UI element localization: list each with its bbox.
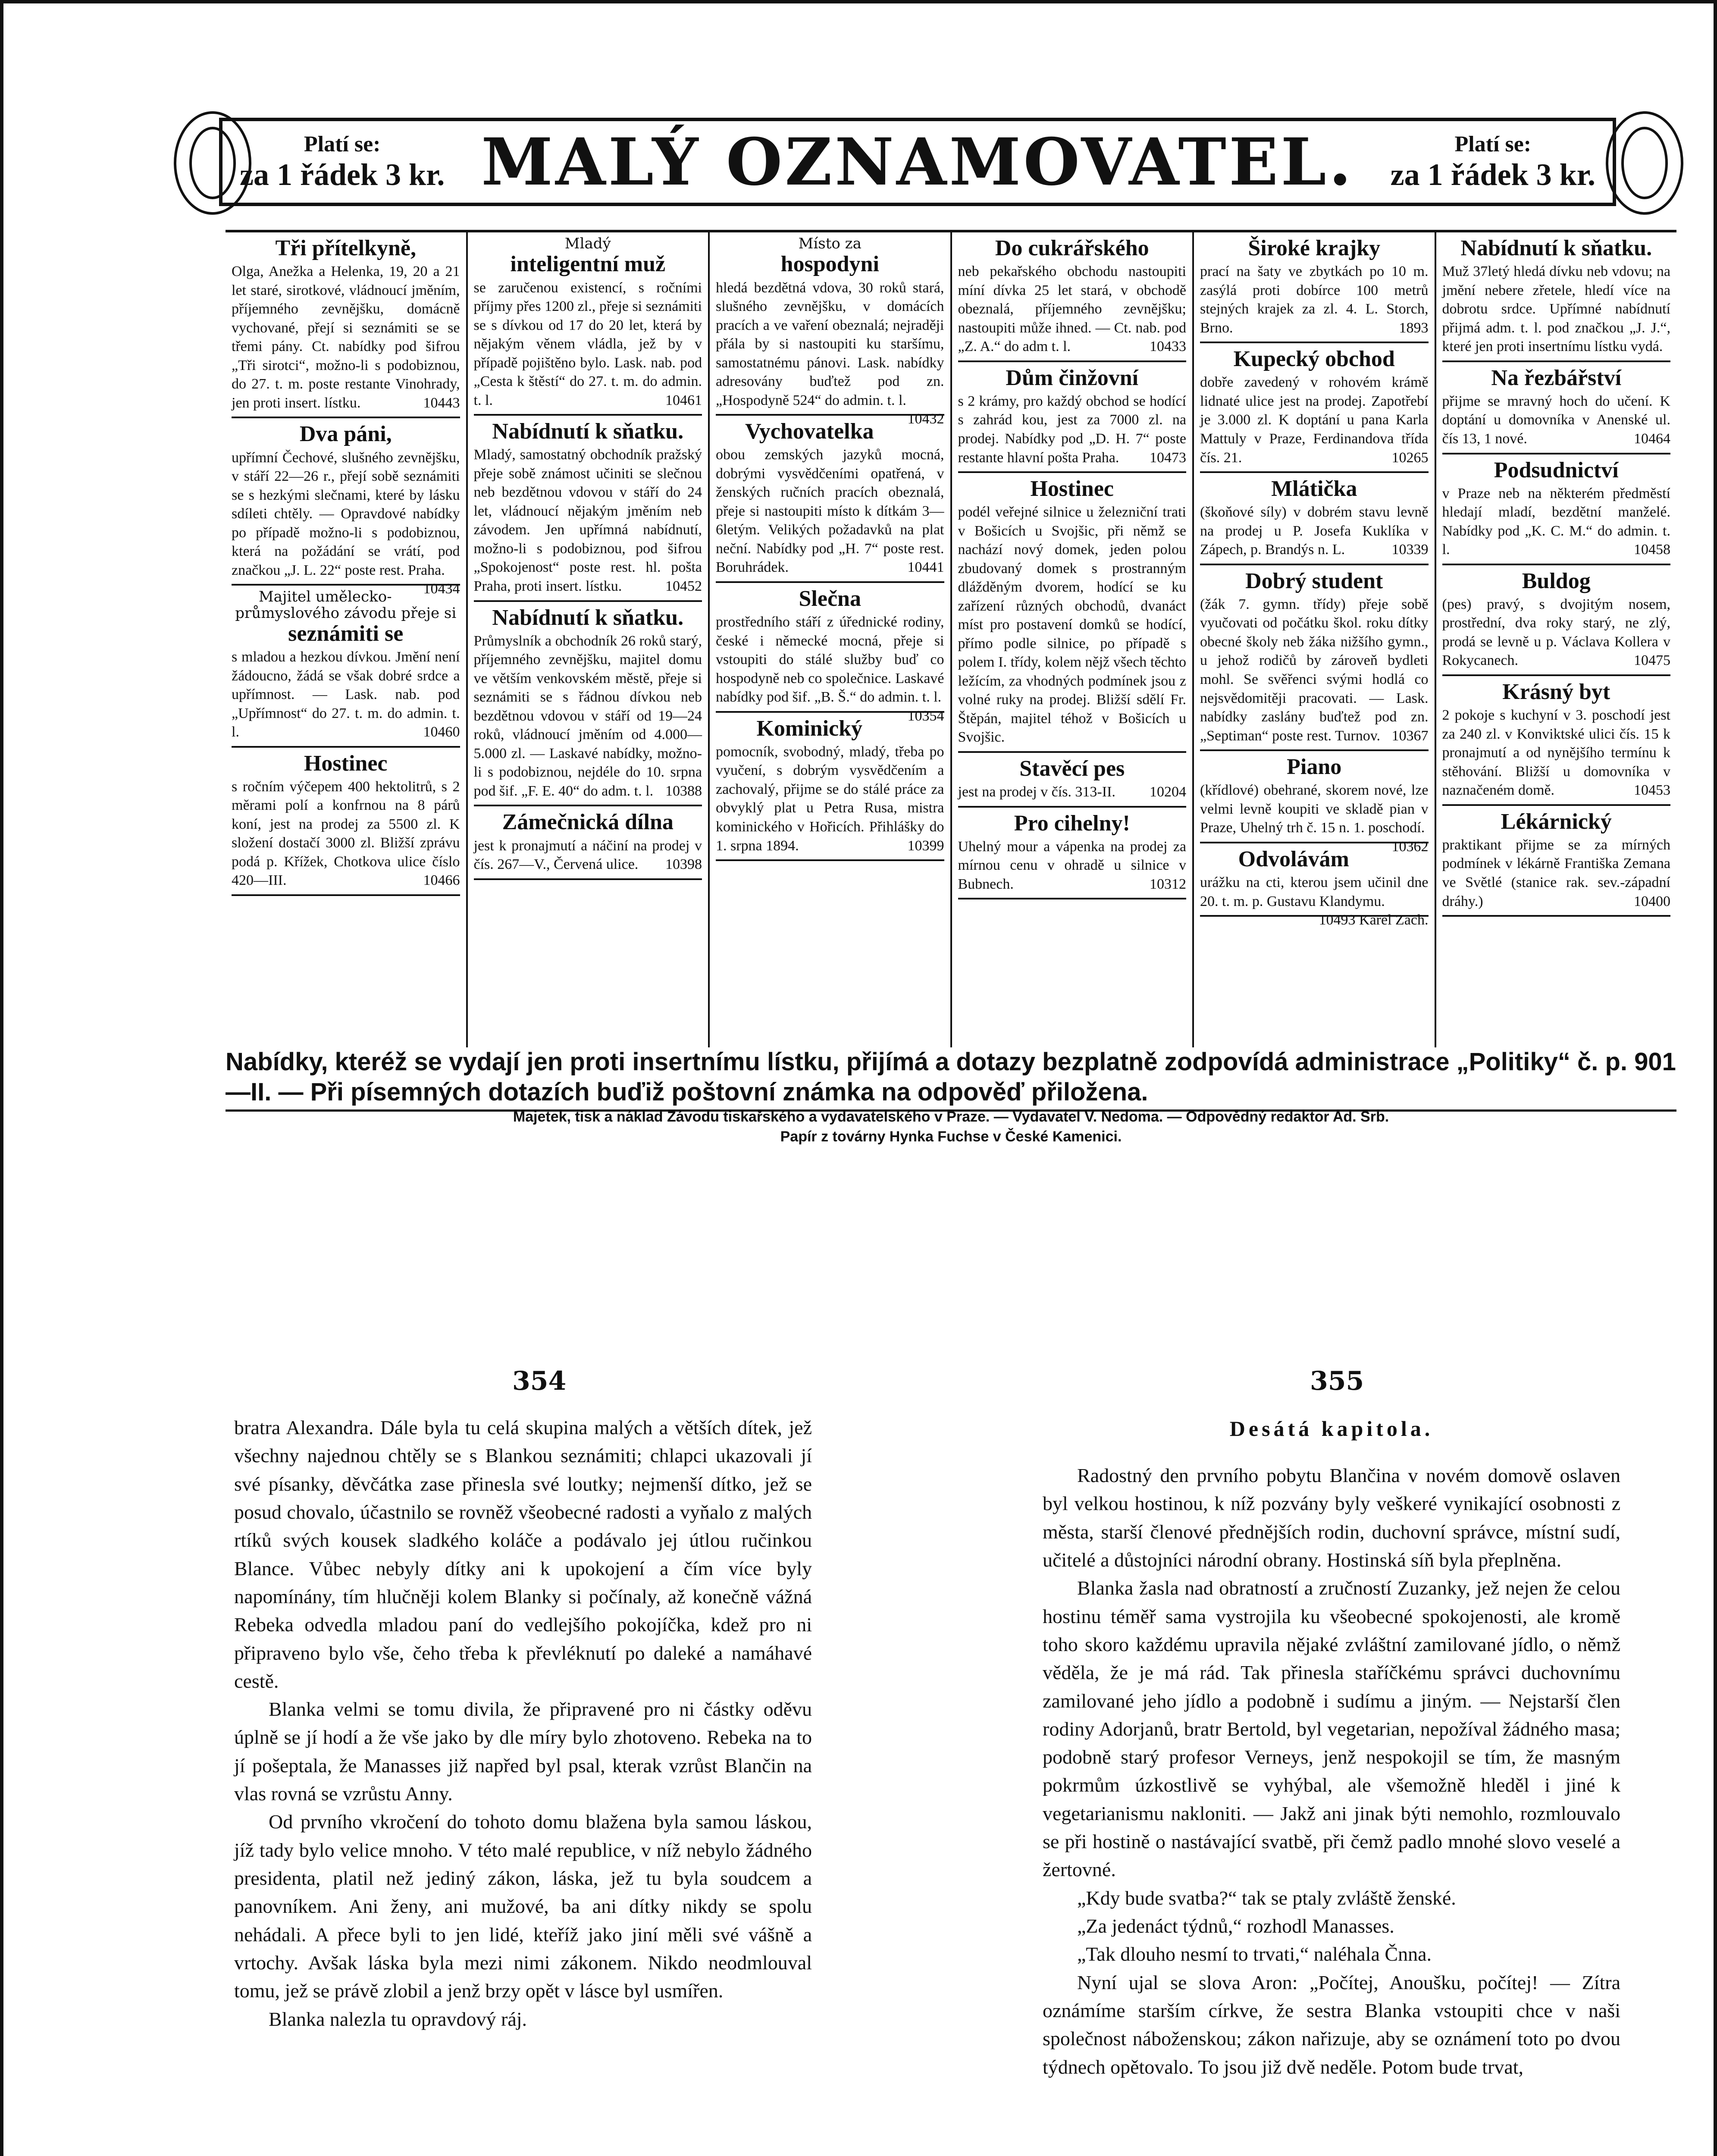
- book-paragraph: Blanka žasla nad obratností a zručností Zuzanky, jež nejen že celou hostinu téměř sama vystrojila ku všeobecné spokojenosti, ale kromě toho skoro každému upravila nějaké zvláštní zamilované jídlo, o němž věděla, že je má rád. Tak přinesla staříčkému správci duchovnímu zamilované jeho jídlo a podobně i sudímu a jiným. — Nejstarší člen rodiny Adorjanů, bratr Bertold, byl vegetarian, nepožíval žádného masa; podobně starý profesor Verneys, jenž nespokojil se tím, že masným pokrmům úzkostlivě se vyhýbal, ale všemožně hleděl i jiné k vegetarianismu nakloniti. — Jakž ani jinak býti nemohlo, rozmlouvalo se při hostině o nastávající svatbě, při čemž padlo mnohé slovo veselé a žertovné.: [1043, 1577, 1620, 1881]
- book-paragraph: bratra Alexandra. Dále byla tu celá skupina malých a větších dítek, jež všechny najednou chtěly se s Blankou seznámiti; chlapci ukazovali jí své písanky, děvčátka zase přinesla své loutky; nejmenší dítko, jež se posud chovalo, účastnilo se rovněž všeobecné radosti a vyňalo z malých rtíků svých kousek sladkého koláče a podávalo jej útlou ručinkou Blance. Vůbec nebyly dítky ani k upokojení a čím více byly napomínány, tím hlučněji kolem Blanky si počínaly, až konečně vážná Rebeka odvedla mladou paní do vedlejšího pokojíčka, kdež pro ni připraveno bylo vše, čeho třeba k převléknutí po daleké a namáhavé cestě.: [234, 1416, 812, 1692]
- ad-number: 10265: [1391, 449, 1429, 466]
- right-book-paragraphs: [1043, 1461, 1620, 2081]
- ad-heading: Odvolávám: [1238, 846, 1349, 871]
- ad-preheading: Majitel umělecko-průmyslového závodu přeje si: [235, 588, 457, 622]
- ad-heading: Široké krajky: [1248, 236, 1381, 260]
- classified-ad: [958, 362, 1187, 473]
- imprint-line-2: Papír z továrny Hynka Fuchse v České Kamenici.: [780, 1128, 1122, 1145]
- ad-text: dobře zavedený v rohovém krámě lidnaté ulice jest na prodej. Zapotřebí je 3.000 zl. K doptání u pana Karla Mattuly v Praze, Ferdinandova třída čís. 21.: [1200, 374, 1429, 466]
- ad-number: 10443: [423, 395, 460, 411]
- classified-ad: [1200, 232, 1429, 343]
- masthead-price-left: [240, 132, 445, 193]
- ad-heading: Lékárnický: [1501, 809, 1612, 834]
- ad-number: 1893: [1399, 320, 1429, 336]
- masthead-left-line1: Platí se:: [304, 132, 381, 157]
- ad-text: praktikant přijme se za mírných podmínek v lékárně Františka Zemana ve Světlé (stanice rak. sev.-západní dráhy.): [1442, 837, 1670, 909]
- ad-heading: inteligentní muž: [510, 252, 666, 277]
- book-paragraph: Radostný den prvního pobytu Blančina v novém domově oslaven byl velkou hostinou, k níž pozvány byly veškeré vynikající osobnosti z města, starší členové přednějších rodin, duchovní správce, místní sudí, učitelé a důstojníci národní obrany. Hostinská síň byla přeplněna.: [1043, 1464, 1620, 1571]
- ad-body: [1200, 262, 1429, 337]
- ad-text: (škoňové síly) v dobrém stavu levně na prodej u P. Josefa Kuklíka v Zápech, p. Brandýs n. L.: [1200, 504, 1429, 558]
- classified-ads-grid: [226, 230, 1676, 1047]
- ad-number: 10398: [665, 856, 702, 873]
- ad-number: 10432: [907, 411, 944, 427]
- ad-body: [958, 392, 1187, 467]
- classified-ad: [958, 808, 1187, 900]
- ad-body: [1442, 392, 1671, 448]
- ad-number: 10400: [1634, 893, 1670, 909]
- ad-heading: seznámiti se: [288, 621, 404, 646]
- ad-text: obou zemských jazyků mocná, dobrými vysvědčeními opatřená, v ženských ručních pracích obeznalá, přeje si nastoupiti místo k dítkám 3—6letým. Velikých požadavků na plat neční. Nabídky pod „H. 7“ poste rest. Boruhrádek.: [716, 447, 944, 576]
- ad-heading: Kupecký obchod: [1233, 347, 1395, 372]
- classified-ad: [958, 753, 1187, 808]
- ad-number: 10399: [907, 837, 944, 854]
- ad-number: 10493 Karel Zach.: [1319, 912, 1429, 928]
- classified-ad: [1200, 343, 1429, 473]
- left-book-page-text: [234, 1413, 812, 2033]
- book-paragraph: Nyní ujal se slova Aron: „Počítej, Anoušku, počítej! — Zítra oznámíme starším církve, že sestra Blanka vstoupiti chce v naši společnost náboženskou; zákon nařizuje, aby se oznámení toto po dvou týdnech opětovalo. To jsou již dvě neděle. Potom bude trvat,: [1043, 1971, 1620, 2078]
- ad-body: [958, 503, 1187, 747]
- ad-text: Uhelný mour a vápenka na prodej za mírnou cenu v ohradě u silnice v Bubnech.: [958, 838, 1186, 892]
- ad-number: 10460: [423, 724, 460, 740]
- ad-text: s 2 krámy, pro každý obchod se hodící s zahrád kou, jest za 7000 zl. na prodej. Nabídky pod „D. H. 7“ poste restante hlavní pošta Praha.: [958, 393, 1186, 466]
- ad-text: Mladý, samostatný obchodník pražský přeje sobě známost učiniti se slečnou neb bezdětnou vdovou v stáří do 24 let, vládnoucí nějakým jměním neb závodem. Jen upřímná nabídnutí, možno-li s podobiznou, pod šifrou „Spokojenost“ poste rest. hl. pošta Praha, proti insert. lístku.: [473, 447, 702, 594]
- classified-ad: [1442, 676, 1671, 806]
- ad-text: Olga, Anežka a Helenka, 19, 20 a 21 let staré, sirotkové, vládnoucí jměním, příjemného zevnějšku, domácně vychované, přejí si seznámiti se se třemi pány. Ct. nabídky pod šifrou „Tři sirotci“, možno-li s podobiznou, do 27. t. m. poste restante Vinohrady, jen proti insert. lístku.: [232, 263, 460, 411]
- ad-number: 10433: [1150, 338, 1186, 355]
- classified-ad: [232, 748, 460, 896]
- ad-body: [474, 445, 702, 595]
- ad-text: podél veřejné silnice u železniční trati v Bošicích u Svojšic, při němž se nachází nový domek, jeden polou zbudovaný domek s prostranným dlážděným dvorem, hodící se ku zařízení různých obchodů, dvanáct míst pro postavení domků se hodící, přímo podle silnice, po případě s polem I. třídy, kolem nějž všech těchto ležícím, za vhodných podmínek jsou z volné ruky na prodej. Bližší sdělí Fr. Štěpán, majitel téhož v Bošicích u Svojšic.: [958, 504, 1186, 746]
- ad-number: 10475: [1634, 652, 1670, 669]
- ad-body: [1442, 836, 1671, 911]
- masthead-right-line2: za 1 řádek 3 kr.: [1390, 157, 1595, 192]
- ad-heading: Hostinec: [1030, 476, 1114, 501]
- masthead-price-right: [1391, 132, 1595, 193]
- classified-ad: [1200, 473, 1429, 565]
- ad-number: 10453: [1634, 782, 1670, 799]
- ad-heading: Dva páni,: [299, 422, 392, 447]
- ad-body: [1442, 706, 1671, 800]
- classified-ad: [1442, 232, 1671, 362]
- ad-number: 10458: [1634, 542, 1670, 558]
- ad-body: [232, 262, 460, 412]
- classified-ad: [1442, 565, 1671, 676]
- chapter-title: Desátá kapitola.: [1229, 1416, 1434, 1441]
- ad-text: 2 pokoje s kuchyní v 3. poschodí jest za 240 zl. v Konviktské ulici čís. 15 k pronajmutí a od nynějšího termínu k stěhování. Bližší u domovníka v naznačeném domě.: [1442, 707, 1670, 799]
- ad-body: [1200, 781, 1429, 855]
- book-paragraph: „Kdy bude svatba?“ tak se ptaly zvláště ženské.: [1077, 1887, 1456, 1909]
- ad-text: s ročním výčepem 400 hektolitrů, s 2 měrami polí a konfrnou na 8 párů koní, jest na prodej za 5500 zl. K složení dostačí 3000 zl. Bližší zprávu podá p. Křížek, Chotkova ulice číslo 420—III.: [232, 778, 460, 889]
- ad-heading: hospodyni: [780, 252, 879, 277]
- ad-text: (žák 7. gymn. třídy) přeje sobě vyučovati od počátku škol. roku dítky obecné školy neb žáka nižšího gymn., u jehož rodičů by zároveň bydleti mohl. Se svěřenci svými hodlá co nejsvědomitěji pracovati. — Lask. nabídky zaslány buďtež pod zn. „Septiman“ poste rest. Turnov.: [1200, 596, 1429, 744]
- classified-ad: [1200, 565, 1429, 751]
- classified-ad: [474, 416, 702, 602]
- ads-column: [226, 232, 468, 1047]
- ad-heading: Kominický: [756, 716, 863, 741]
- ornament-right-icon: [1606, 111, 1683, 215]
- ad-text: v Praze neb na některém předměstí hledají mladí, bezdětní manželé. Nabídky pod „K. C. M.“ do admin. t. l.: [1442, 485, 1670, 558]
- classified-ad: [1442, 806, 1671, 917]
- footer-imprint: [226, 1107, 1676, 1147]
- ad-body: [1442, 262, 1671, 356]
- ads-column: [952, 232, 1194, 1047]
- ad-body: [232, 448, 460, 597]
- book-paragraph: „Za jedenáct týdnů,“ rozhodl Manasses.: [1077, 1915, 1394, 1937]
- ad-number: 10354: [907, 708, 944, 724]
- classified-ad: [1200, 751, 1429, 855]
- ad-heading: Dům činžovní: [1006, 365, 1139, 390]
- classified-ad: [716, 713, 944, 861]
- book-paragraph: Od prvního vkročení do tohoto domu blažena byla samou láskou, jíž tady bylo velice mnoho. V této malé republice, v níž nebylo žádného presidenta, platil než jediný zákon, láska, jež tu byla soudcem a panovníkem. Ani ženy, ani mužové, ba ani dítky nikdy se spolu nehádali. A přece byli to jen lidé, kteříž jako jiní měli své vášně a vrtochy. Avšak láska byla mezi nimi zákonem. Nikdo neodmlouval tomu, jež se právě zlobil a jenž brzy opět v lásce byl usmířen.: [234, 1811, 812, 2002]
- imprint-line-1: Majetek, tisk a náklad Závodu tiskařského a vydavatelského v Praze. — Vydavatel V. Nedoma. — Odpovědný redaktor Ad. Srb.: [513, 1109, 1389, 1125]
- ad-body: [958, 262, 1187, 356]
- ad-text: (křídlové) obehrané, skorem nové, lze velmi levně koupiti ve skladě pian v Praze, Uhelný trh č. 15 n. 1. poschodí.: [1200, 782, 1429, 836]
- ad-body: [716, 613, 944, 724]
- ad-text: prostředního stáří z úřednické rodiny, české i německé mocná, přeje si vstoupiti do stálé služby buď co hospodyně neb co společnice. Laskavé nabídky pod šif. „B. Š.“ do admin. t. l.: [716, 614, 944, 705]
- ad-body: [232, 777, 460, 890]
- ad-heading: Nabídnutí k sňatku.: [1460, 236, 1652, 260]
- masthead: [219, 118, 1616, 206]
- ad-heading: Mlátička: [1271, 476, 1357, 501]
- ad-body: [474, 632, 702, 801]
- ad-preheading: Místo za: [798, 235, 862, 252]
- ad-preheading: Mladý: [564, 235, 611, 252]
- ad-heading: Nabídnutí k sňatku.: [492, 605, 684, 630]
- classified-ad: [716, 232, 944, 427]
- ad-heading: Zámečnická dílna: [502, 810, 674, 835]
- classified-ad: [232, 586, 460, 748]
- ads-column: [1436, 232, 1677, 1047]
- masthead-right-line1: Platí se:: [1454, 132, 1532, 157]
- book-paragraph: „Tak dlouho nesmí to trvati,“ naléhala Čnna.: [1077, 1943, 1432, 1965]
- ad-body: [1200, 373, 1429, 467]
- ad-heading: Tři přítelkyně,: [275, 236, 416, 260]
- right-book-page-text: [1043, 1413, 1620, 2081]
- classified-ad: [232, 232, 460, 418]
- ad-text: Muž 37letý hledá dívku neb vdovu; na jmění nebere zřetele, hledí více na dobrotu srdce. Upřímné nabídnutí přijmá adm. t. l. pod značkou „J. J.“, které jen proti insertnímu lístku vydá.: [1442, 263, 1670, 355]
- ad-number: 10362: [1391, 838, 1429, 855]
- ad-number: 10204: [1150, 784, 1186, 800]
- masthead-left-line2: za 1 řádek 3 kr.: [240, 157, 445, 192]
- ad-text: urážku na cti, kterou jsem učinil dne 20. t. m. p. Gustavu Klandymu.: [1200, 874, 1429, 909]
- classified-ad: [474, 232, 702, 416]
- ad-body: [474, 279, 702, 410]
- ad-text: s mladou a hezkou dívkou. Jmění není žádoucno, žádá se však dobré srdce a upřímnost. — Lask. nab. pod „Upřímnost“ do 27. t. m. do admin. t. l.: [232, 649, 460, 740]
- ad-text: neb pekařského obchodu nastoupiti míní dívka 25 let stará, v obchodě obeznalá, příjemného zevnějšku; nastoupiti může ihned. — Ct. nab. pod „Z. A.“ do adm t. l.: [958, 263, 1186, 355]
- ad-heading: Na řezbářství: [1491, 365, 1622, 390]
- classified-ad: [716, 583, 944, 724]
- ad-number: 10367: [1391, 727, 1429, 744]
- ad-heading: Pro cihelny!: [1014, 811, 1130, 836]
- ad-number: 10464: [1634, 430, 1670, 447]
- ad-text: hledá bezdětná vdova, 30 roků stará, slušného zevnějšku, v domácích pracích a ve vaření obeznalá; nejraději přála by si nastoupiti ku staršímu, samostatnému pánovi. Lask. nabídky adresovány buďtež pod zn. „Hospodyně 524“ do admin. t. l.: [716, 279, 944, 408]
- ad-body: [716, 279, 944, 427]
- ad-heading: Dobrý student: [1245, 568, 1383, 593]
- ad-number: 10466: [423, 872, 460, 889]
- ad-heading: Do cukrářského: [995, 236, 1149, 260]
- classified-ad: [232, 418, 460, 597]
- ad-number: 10441: [907, 559, 944, 576]
- ad-body: [1442, 595, 1671, 670]
- classified-ad: [474, 602, 702, 807]
- classified-ad: [474, 806, 702, 880]
- ad-heading: Piano: [1287, 755, 1342, 780]
- ad-body: [1200, 595, 1429, 745]
- ad-heading: Vychovatelka: [745, 419, 874, 444]
- ad-number: 10339: [1391, 542, 1429, 558]
- classified-ad: [716, 416, 944, 583]
- ad-body: [1200, 503, 1429, 559]
- ad-text: (pes) pravý, s dvojitým nosem, prostřední, dva roky starý, ne zlý, prodá se levně u p. Václava Kollera v Rokycanech.: [1442, 596, 1670, 669]
- ad-heading: Stavěcí pes: [1019, 756, 1125, 781]
- ad-heading: Podsudnictví: [1494, 458, 1619, 483]
- classified-ad: [1442, 454, 1671, 565]
- ad-body: [716, 743, 944, 855]
- ad-text: se zaručenou existencí, s ročními příjmy přes 1200 zl., přeje si seznámiti se s dívkou od 17 do 20 let, která by nějakým věnem vládla, jež by v případě pojištěno bylo. Lask. nab. pod „Cesta k štěstí“ do 27. t. m. do admin. t. l.: [473, 279, 702, 408]
- ad-number: 10461: [665, 392, 702, 408]
- ad-text: jest k pronajmutí a náčiní na prodej v čís. 267—V., Červená ulice.: [473, 837, 702, 873]
- right-page-number: 355: [1310, 1366, 1364, 1396]
- ad-text: pomocník, svobodný, mladý, třeba po vyučení, s dobrým vysvědčením a zachovalý, přijme se do stálé práce za obvyklý plat u Petra Rusa, mistra kominického v Hořicích. Přihlášky do 1. srpna 1894.: [716, 743, 944, 854]
- ad-heading: Krásný byt: [1502, 680, 1610, 704]
- ad-heading: Buldog: [1522, 568, 1591, 593]
- ads-column: [710, 232, 952, 1047]
- ad-body: [1442, 484, 1671, 559]
- ads-column: [1194, 232, 1436, 1047]
- ad-number: 10434: [423, 581, 460, 597]
- book-paragraph: Blanka velmi se tomu divila, že připravené pro ni částky oděvu úplně se jí hodí a že vše jako by dle míry bylo zhotoveno. Rebeka na to jí pošeptala, že Manasses již napřed byl psal, kterak vzrůst Blančin na vlas rovná se vzrůstu Anny.: [234, 1698, 812, 1805]
- ad-heading: Hostinec: [304, 751, 388, 776]
- ads-column: [468, 232, 710, 1047]
- footer-notice: Nabídky, kteréž se vydají jen proti insertnímu lístku, přijímá a dotazy bezplatně zodpovídá administrace „Politiky“ č. p. 901—II. — Při písemných dotazích buďiž poštovní známka na odpověď přiložena.: [226, 1047, 1676, 1112]
- ad-heading: Nabídnutí k sňatku.: [492, 419, 684, 444]
- ad-text: Průmyslník a obchodník 26 roků starý, příjemného zevnějšku, majitel domu ve větším venkovském městě, přeje si seznámiti se s řádnou dívkou neb bezdětnou vdovou v stáří od 19—24 roků, vládnoucí jměním od 4.000—5.000 zl. — Laskavé nabídky, možno-li s podobiznou, nejdéle do 10. srpna pod šif. „F. E. 40“ do adm. t. l.: [473, 633, 702, 799]
- ad-body: [1200, 873, 1429, 928]
- ad-body: [474, 837, 702, 874]
- book-paragraph: Blanka nalezla tu opravdový ráj.: [269, 2008, 527, 2030]
- classified-ad: [958, 232, 1187, 362]
- classified-ad: [958, 473, 1187, 753]
- ad-body: [716, 445, 944, 577]
- ad-number: 10388: [665, 783, 702, 799]
- ad-text: jest na prodej v čís. 313-II.: [958, 784, 1115, 800]
- ad-number: 10312: [1150, 876, 1186, 892]
- ad-number: 10473: [1150, 449, 1186, 466]
- ad-text: upřímní Čechové, slušného zevnějšku, v stáří 22—26 r., přejí sobě seznámiti se s hezkými slečnami, které by lásku sdíleti chtěly. — Opravdové nabídky po případě možno-li s podobiznou, která na požádání se vrátí, pod značkou „J. L. 22“ poste rest. Praha.: [232, 449, 460, 578]
- ad-text: prací na šaty ve zbytkách po 10 m. zasýlá proti dobírce 100 metrů stejných krajek za zl. 4. L. Storch, Brno.: [1200, 263, 1429, 336]
- ad-body: [958, 783, 1187, 802]
- ad-body: [958, 837, 1187, 894]
- ad-heading: Slečna: [799, 586, 861, 611]
- ad-body: [232, 648, 460, 742]
- ad-number: 10452: [665, 578, 702, 594]
- left-page-number: 354: [512, 1366, 567, 1396]
- masthead-title: MALÝ OZNAMOVATEL.: [481, 124, 1354, 200]
- ad-text: přijme se mravný hoch do učení. K doptání u domovníka v Anenské ul. čís 13, 1 nové.: [1442, 393, 1670, 447]
- classified-ad: [1442, 362, 1671, 454]
